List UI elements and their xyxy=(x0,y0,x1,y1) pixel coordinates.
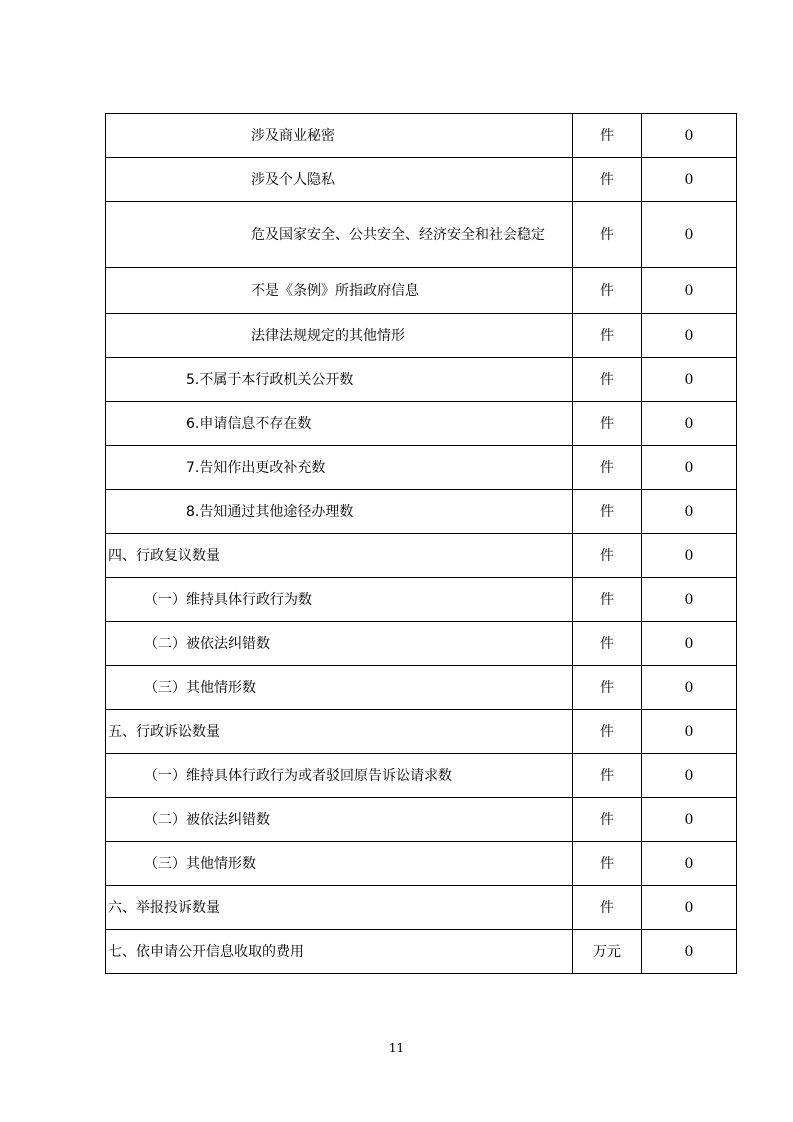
row-unit: 件 xyxy=(573,578,642,622)
table-row xyxy=(106,158,737,202)
row-value: 0 xyxy=(642,358,737,402)
row-unit: 件 xyxy=(573,754,642,798)
row-unit: 件 xyxy=(573,886,642,930)
table-row xyxy=(106,842,737,886)
row-label: 涉及商业秘密 xyxy=(106,114,573,158)
table-row xyxy=(106,886,737,930)
row-value: 0 xyxy=(642,798,737,842)
row-value: 0 xyxy=(642,490,737,534)
row-value: 0 xyxy=(642,578,737,622)
row-unit: 万元 xyxy=(573,930,642,974)
table-body xyxy=(106,114,737,974)
row-unit: 件 xyxy=(573,710,642,754)
table-row xyxy=(106,114,737,158)
table-row xyxy=(106,798,737,842)
row-label: 不是《条例》所指政府信息 xyxy=(106,268,573,314)
table-row xyxy=(106,314,737,358)
row-value: 0 xyxy=(642,886,737,930)
row-label: 七、依申请公开信息收取的费用 xyxy=(106,930,573,974)
row-label: 五、行政诉讼数量 xyxy=(106,710,573,754)
row-unit: 件 xyxy=(573,622,642,666)
row-value: 0 xyxy=(642,202,737,268)
row-unit: 件 xyxy=(573,798,642,842)
row-label: （一）维持具体行政行为数 xyxy=(106,578,573,622)
row-label: （三）其他情形数 xyxy=(106,842,573,886)
row-label: 8.告知通过其他途径办理数 xyxy=(106,490,573,534)
table-row xyxy=(106,710,737,754)
row-unit: 件 xyxy=(573,358,642,402)
table-row xyxy=(106,402,737,446)
row-value: 0 xyxy=(642,842,737,886)
row-value: 0 xyxy=(642,314,737,358)
row-unit: 件 xyxy=(573,402,642,446)
row-label: （二）被依法纠错数 xyxy=(106,798,573,842)
row-label: 6.申请信息不存在数 xyxy=(106,402,573,446)
row-label: （二）被依法纠错数 xyxy=(106,622,573,666)
row-label: 危及国家安全、公共安全、经济安全和社会稳定 xyxy=(106,202,573,268)
table-row xyxy=(106,202,737,268)
statistics-table xyxy=(105,113,737,974)
row-value: 0 xyxy=(642,930,737,974)
row-unit: 件 xyxy=(573,666,642,710)
row-value: 0 xyxy=(642,754,737,798)
row-label: 7.告知作出更改补充数 xyxy=(106,446,573,490)
row-label: 六、举报投诉数量 xyxy=(106,886,573,930)
row-unit: 件 xyxy=(573,314,642,358)
table-row xyxy=(106,930,737,974)
row-value: 0 xyxy=(642,666,737,710)
table-row xyxy=(106,490,737,534)
row-value: 0 xyxy=(642,158,737,202)
table-row xyxy=(106,622,737,666)
row-unit: 件 xyxy=(573,446,642,490)
page-number: 11 xyxy=(388,1041,405,1055)
row-unit: 件 xyxy=(573,268,642,314)
row-label: 法律法规规定的其他情形 xyxy=(106,314,573,358)
row-value: 0 xyxy=(642,710,737,754)
row-unit: 件 xyxy=(573,202,642,268)
row-label: 四、行政复议数量 xyxy=(106,534,573,578)
table-row xyxy=(106,358,737,402)
table-row xyxy=(106,666,737,710)
row-value: 0 xyxy=(642,402,737,446)
row-value: 0 xyxy=(642,622,737,666)
row-value: 0 xyxy=(642,534,737,578)
row-unit: 件 xyxy=(573,114,642,158)
table-row xyxy=(106,268,737,314)
row-value: 0 xyxy=(642,446,737,490)
table-row xyxy=(106,754,737,798)
row-label: 5.不属于本行政机关公开数 xyxy=(106,358,573,402)
row-label: 涉及个人隐私 xyxy=(106,158,573,202)
row-label: （三）其他情形数 xyxy=(106,666,573,710)
table-row xyxy=(106,534,737,578)
row-label: （一）维持具体行政行为或者驳回原告诉讼请求数 xyxy=(106,754,573,798)
table-row xyxy=(106,578,737,622)
row-unit: 件 xyxy=(573,842,642,886)
row-unit: 件 xyxy=(573,490,642,534)
row-unit: 件 xyxy=(573,158,642,202)
row-value: 0 xyxy=(642,114,737,158)
table-row xyxy=(106,446,737,490)
row-unit: 件 xyxy=(573,534,642,578)
row-value: 0 xyxy=(642,268,737,314)
